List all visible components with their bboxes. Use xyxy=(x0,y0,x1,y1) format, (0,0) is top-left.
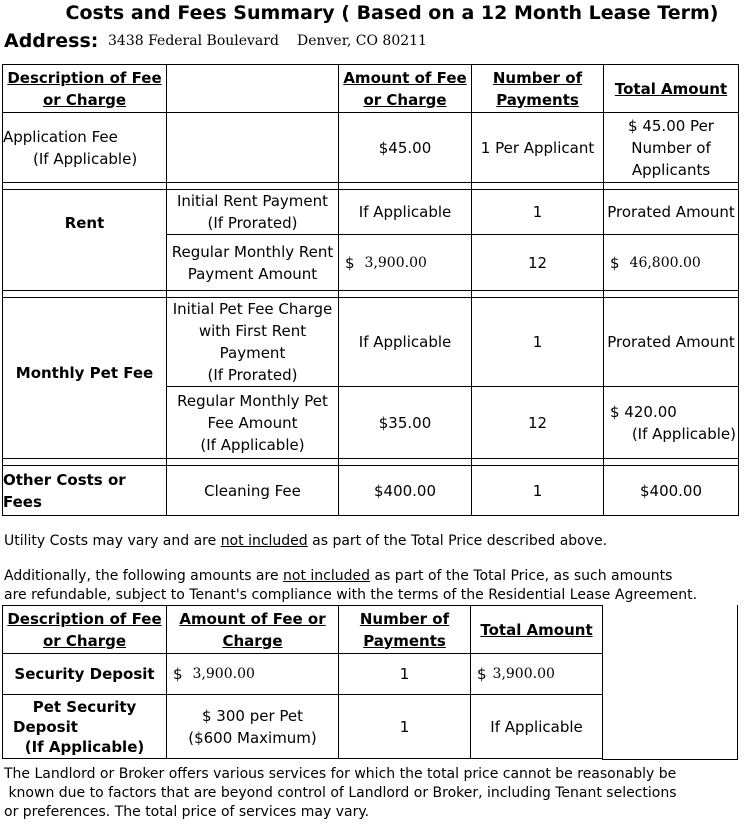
deposit-table xyxy=(2,605,603,759)
cleaning-fee-total: $400.00 xyxy=(604,466,739,516)
deposit-table-extension-edge xyxy=(737,605,738,759)
application-fee-payments: 1 Per Applicant xyxy=(472,113,604,183)
regular-rent-total: $ 46,800.00 xyxy=(604,235,739,291)
separator-row xyxy=(3,291,739,298)
header-description: Description of Fee or Charge xyxy=(3,65,167,113)
deposit-header-amount: Amount of Fee or Charge xyxy=(167,606,339,654)
initial-pet-fee-payments: 1 xyxy=(472,298,604,387)
table-row xyxy=(3,695,603,759)
table-row xyxy=(3,190,739,235)
initial-pet-fee-amount: If Applicable xyxy=(339,298,472,387)
table-row xyxy=(3,298,739,387)
security-deposit-payments: 1 xyxy=(339,654,471,695)
application-fee-total: $ 45.00 Per Number of Applicants xyxy=(604,113,739,183)
cleaning-fee-desc: Cleaning Fee xyxy=(167,466,339,516)
header-payments: Number of Payments xyxy=(472,65,604,113)
separator-row xyxy=(3,459,739,466)
regular-rent-amount: $ 3,900.00 xyxy=(339,235,472,291)
cleaning-fee-payments: 1 xyxy=(472,466,604,516)
initial-rent-desc: Initial Rent Payment (If Prorated) xyxy=(167,190,339,235)
separator-row xyxy=(3,183,739,190)
application-fee-amount: $45.00 xyxy=(339,113,472,183)
security-deposit-total: $ 3,900.00 xyxy=(471,654,603,695)
pet-security-deposit-payments: 1 xyxy=(339,695,471,759)
page-title: Costs and Fees Summary ( Based on a 12 Month Lease Term) xyxy=(65,2,719,24)
deposit-table-extension-line xyxy=(602,759,738,760)
table-row xyxy=(3,113,739,183)
header-amount: Amount of Fee or Charge xyxy=(339,65,472,113)
refundable-note: Additionally, the following amounts are not included as part of the Total Price, as such amounts are refundable, subject to Tenant's compliance with the terms of the Residential Lease Agreement. xyxy=(4,568,698,603)
regular-rent-payments: 12 xyxy=(472,235,604,291)
initial-rent-amount: If Applicable xyxy=(339,190,472,235)
initial-rent-total: Prorated Amount xyxy=(604,190,739,235)
monthly-pet-fee-label: Monthly Pet Fee xyxy=(3,298,167,459)
regular-pet-fee-total: $ 420.00 (If Applicable) xyxy=(604,387,739,459)
initial-pet-fee-total: Prorated Amount xyxy=(604,298,739,387)
regular-pet-fee-amount: $35.00 xyxy=(339,387,472,459)
deposit-header-description: Description of Fee or Charge xyxy=(3,606,167,654)
address-city: Denver, CO 80211 xyxy=(297,33,427,49)
regular-pet-fee-desc: Regular Monthly Pet Fee Amount (If Applicable) xyxy=(167,387,339,459)
pet-security-deposit-amount: $ 300 per Pet ($600 Maximum) xyxy=(167,695,339,759)
footer-note: The Landlord or Broker offers various services for which the total price cannot be reasonably be known due to factors that are beyond control of Landlord or Broker, including Tenant selections or preferences. The total price of services may vary. xyxy=(4,766,677,820)
rent-label: Rent xyxy=(3,190,167,291)
application-fee-label: Application Fee (If Applicable) xyxy=(3,113,167,183)
pet-security-deposit-label: Pet Security Deposit (If Applicable) xyxy=(3,695,167,759)
cleaning-fee-amount: $400.00 xyxy=(339,466,472,516)
security-deposit-amount: $ 3,900.00 xyxy=(167,654,339,695)
utility-note: Utility Costs may vary and are not included as part of the Total Price described above. xyxy=(4,533,608,549)
header-blank xyxy=(167,65,339,113)
deposit-header-payments: Number of Payments xyxy=(339,606,471,654)
security-deposit-label: Security Deposit xyxy=(3,654,167,695)
address-street: 3438 Federal Boulevard xyxy=(108,33,279,49)
table-row xyxy=(3,654,603,695)
regular-pet-fee-payments: 12 xyxy=(472,387,604,459)
initial-rent-payments: 1 xyxy=(472,190,604,235)
header-total: Total Amount xyxy=(604,65,739,113)
blank-cell xyxy=(167,113,339,183)
deposit-header-total: Total Amount xyxy=(471,606,603,654)
pet-security-deposit-total: If Applicable xyxy=(471,695,603,759)
costs-table xyxy=(2,64,739,516)
table-header-row xyxy=(3,65,739,113)
table-header-row xyxy=(3,606,603,654)
regular-rent-desc: Regular Monthly Rent Payment Amount xyxy=(167,235,339,291)
table-row xyxy=(3,466,739,516)
other-costs-label: Other Costs or Fees xyxy=(3,466,167,516)
address-label: Address: xyxy=(4,30,99,52)
initial-pet-fee-desc: Initial Pet Fee Charge with First Rent Payment (If Prorated) xyxy=(167,298,339,387)
